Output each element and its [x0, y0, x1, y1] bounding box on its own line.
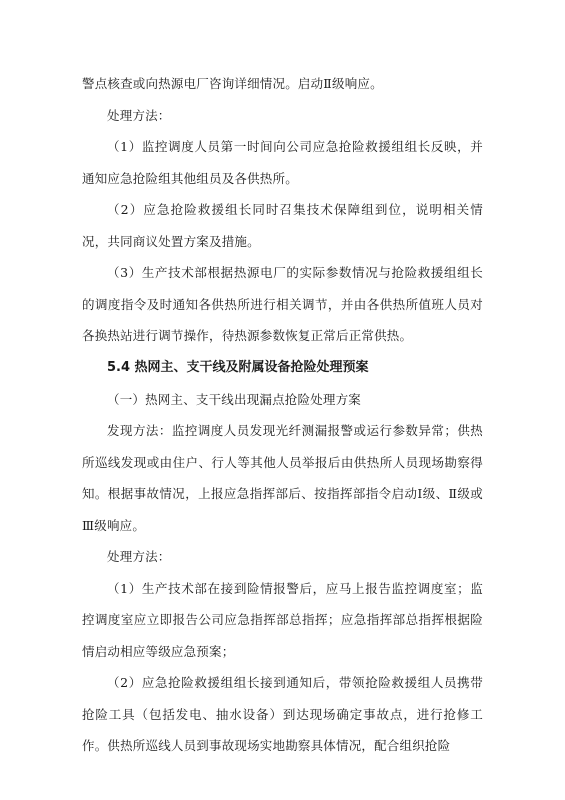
paragraph-step-1b: （1）生产技术部在接到险情报警后，应马上报告监控调度室；监控调度室应立即报告公司应急指挥部总指挥；应急指挥部总指挥根据险情启动相应等级应急预案；	[82, 580, 483, 659]
paragraph-method-label-2: 处理方法：	[107, 549, 171, 564]
paragraph-step-3: （3）生产技术部根据热源电厂的实际参数情况与抢险救援组组长的调度指令及时通知各供热所进行相关调节，并由各供热所值班人员对各换热站进行调节操作，待热源参数恢复正常后正常供热。	[82, 265, 483, 343]
section-heading-5-4: 5.4 热网主、支干线及附属设备抢险处理预案	[107, 359, 369, 375]
paragraph-step-2b: （2）应急抢险救援组组长接到通知后，带领抢险救援组人员携带抢险工具（包括发电、抽水设备）到达现场确定事故点，进行抢修工作。供热所巡线人员到事故现场实地勘察具体情况，配合组织抢险	[82, 675, 483, 753]
paragraph-discovery-method: 发现方法：监控调度人员发现光纤测漏报警或运行参数异常；供热所巡线发现或由住户、行人等其他人员举报后由供热所人员现场勘察得知。根据事故情况，上报应急指挥部后、按指挥部指令启动Ⅰ级、Ⅱ级或Ⅲ级响应。	[82, 423, 483, 533]
paragraph-method-label: 处理方法：	[107, 107, 171, 123]
paragraph-continuation: 警点核查或向热源电厂咨询详细情况。启动Ⅱ级响应。	[82, 76, 383, 91]
paragraph-step-2: （2）应急抢险救援组长同时召集技术保障组到位，说明相关情况，共同商议处置方案及措施。	[82, 202, 483, 249]
paragraph-step-1: （1）监控调度人员第一时间向公司应急抢险救援组组长反映，并通知应急抢险组其他组员及各供热所。	[82, 139, 483, 186]
subsection-title: （一）热网主、支干线出现漏点抢险处理方案	[107, 391, 362, 407]
